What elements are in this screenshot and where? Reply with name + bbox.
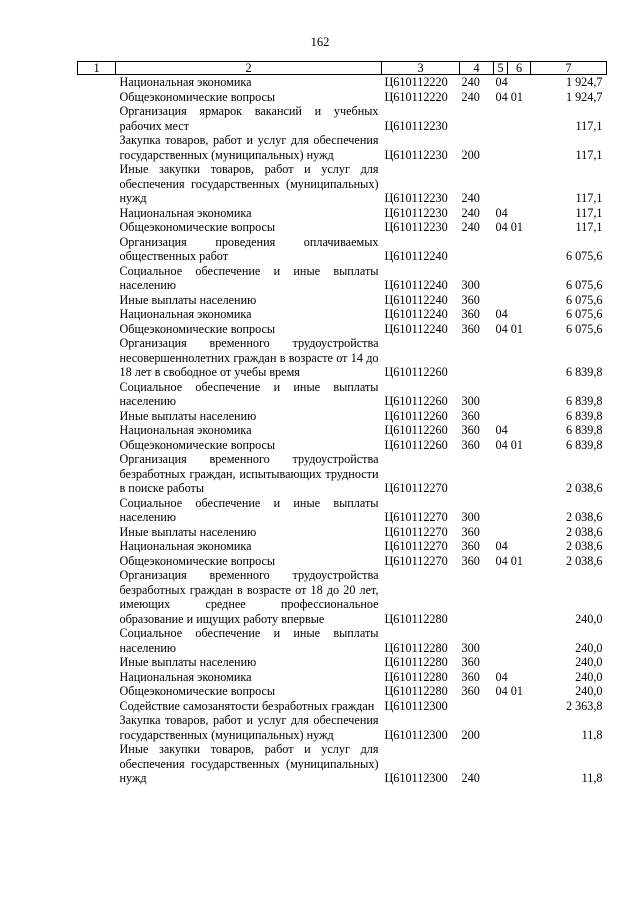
row-name-text: Иные выплаты населению <box>119 408 257 423</box>
cell-vr: 300 <box>461 278 480 292</box>
table-row <box>78 452 607 496</box>
cell-rz-pr <box>494 293 531 308</box>
table-row <box>78 713 607 742</box>
row-name-text: Национальная экономика <box>119 539 252 553</box>
cell-code: Ц610112240 <box>384 321 448 336</box>
cell-vr <box>460 568 494 626</box>
cell-number <box>78 206 116 221</box>
cell-vr: 360 <box>461 669 480 684</box>
cell-sum: 11,8 <box>581 727 603 742</box>
table-row <box>78 162 607 206</box>
header-col-3: 3 <box>382 62 460 75</box>
cell-sum: 6 075,6 <box>565 307 603 321</box>
cell-number <box>78 75 116 90</box>
budget-table <box>77 61 607 786</box>
cell-sum: 6 075,6 <box>565 278 603 292</box>
header-col-5: 5 <box>494 62 508 75</box>
cell-code: Ц610112260 <box>384 408 448 423</box>
cell-sum: 1 924,7 <box>565 89 603 104</box>
cell-sum: 117,1 <box>575 118 603 133</box>
cell-number <box>78 423 116 438</box>
cell-sum: 6 075,6 <box>565 292 603 307</box>
row-name-text: Закупка товаров, работ и услуг для обеспечения государственных (муниципальных) нужд <box>119 713 379 742</box>
cell-name <box>116 307 382 322</box>
cell-number <box>78 742 116 786</box>
row-name-text: Содействие самозанятости безработных граждан <box>119 698 375 713</box>
cell-number <box>78 409 116 424</box>
row-name-text: Иные выплаты населению <box>119 292 257 307</box>
cell-code: Ц610112280 <box>384 669 448 684</box>
cell-name <box>116 539 382 554</box>
cell-vr <box>460 336 494 380</box>
cell-name <box>116 438 382 453</box>
cell-code: Ц610112240 <box>384 307 448 321</box>
row-name-text: Социальное обеспечение и иные выплаты населению <box>119 626 379 655</box>
cell-vr: 360 <box>461 437 480 452</box>
cell-vr <box>460 452 494 496</box>
row-name-text: Общеэкономические вопросы <box>119 321 276 336</box>
cell-rz-pr <box>494 235 531 264</box>
cell-vr: 240 <box>461 220 480 234</box>
cell-code: Ц610112230 <box>384 147 448 162</box>
table-row <box>78 670 607 685</box>
cell-vr: 360 <box>461 408 480 423</box>
cell-code: Ц610112240 <box>384 292 448 307</box>
table-row <box>78 322 607 337</box>
table-row <box>78 554 607 569</box>
cell-code: Ц610112280 <box>384 655 448 669</box>
cell-name <box>116 742 382 786</box>
row-name-text: Общеэкономические вопросы <box>119 89 276 104</box>
cell-code: Ц610112260 <box>384 423 448 437</box>
cell-vr: 240 <box>461 771 480 785</box>
cell-name <box>116 322 382 337</box>
table-row <box>78 104 607 133</box>
cell-number <box>78 307 116 322</box>
cell-code: Ц610112230 <box>384 205 448 220</box>
header-col-6: 6 <box>508 62 531 75</box>
cell-name <box>116 655 382 670</box>
cell-vr: 200 <box>461 147 480 162</box>
cell-code: Ц610112300 <box>384 771 448 785</box>
cell-rz-pr <box>494 655 531 670</box>
cell-sum: 1 924,7 <box>565 75 603 89</box>
cell-vr: 300 <box>461 510 480 524</box>
cell-vr: 360 <box>461 524 480 539</box>
cell-number <box>78 525 116 540</box>
row-name-text: Национальная экономика <box>119 307 252 321</box>
cell-sum: 117,1 <box>575 147 603 162</box>
cell-number <box>78 90 116 105</box>
cell-rz-pr <box>494 336 531 380</box>
table-header-row <box>78 62 607 75</box>
row-name-text: Общеэкономические вопросы <box>119 437 276 452</box>
cell-rz-pr: 04 01 <box>495 321 523 336</box>
row-name-text: Иные закупки товаров, работ и услуг для обеспечения государственных (муниципальных) нужд <box>119 162 379 205</box>
table-row <box>78 409 607 424</box>
cell-code: Ц610112240 <box>384 249 448 263</box>
cell-sum: 6 839,8 <box>565 365 603 379</box>
row-name-text: Национальная экономика <box>119 205 252 220</box>
cell-number <box>78 539 116 554</box>
cell-vr: 240 <box>461 75 480 89</box>
cell-rz-pr: 04 01 <box>495 684 523 698</box>
cell-name <box>116 206 382 221</box>
table-row <box>78 699 607 714</box>
header-col-7: 7 <box>531 62 607 75</box>
cell-rz-pr <box>494 264 531 293</box>
cell-rz-pr: 04 01 <box>495 89 523 104</box>
cell-code: Ц610112220 <box>384 75 448 89</box>
cell-number <box>78 104 116 133</box>
table-row <box>78 90 607 105</box>
table-row <box>78 684 607 699</box>
table-row <box>78 626 607 655</box>
row-name-text: Организация временного трудоустройства безработных граждан в возрасте от 18 до 20 лет, имеющих среднее профессиональное образование и ищущих работу впервые <box>119 568 379 626</box>
cell-rz-pr: 04 <box>495 307 508 321</box>
cell-number <box>78 626 116 655</box>
cell-code: Ц610112220 <box>384 89 448 104</box>
cell-name <box>116 670 382 685</box>
cell-sum: 2 038,6 <box>565 524 603 539</box>
cell-name <box>116 496 382 525</box>
cell-sum: 6 075,6 <box>565 321 603 336</box>
table-row <box>78 336 607 380</box>
header-col-4: 4 <box>460 62 494 75</box>
cell-rz-pr <box>494 133 531 162</box>
cell-number <box>78 336 116 380</box>
cell-name <box>116 293 382 308</box>
cell-rz-pr: 04 <box>495 75 508 89</box>
cell-name <box>116 699 382 714</box>
cell-sum: 240,0 <box>575 669 603 684</box>
table-row <box>78 742 607 786</box>
cell-sum: 240,0 <box>575 684 603 698</box>
cell-sum: 2 038,6 <box>565 481 603 495</box>
row-name-text: Общеэкономические вопросы <box>119 684 276 698</box>
cell-number <box>78 699 116 714</box>
cell-number <box>78 293 116 308</box>
cell-code: Ц610112300 <box>384 698 448 713</box>
row-name-text: Организация ярмарок вакансий и учебных рабочих мест <box>119 104 379 133</box>
cell-vr <box>460 104 494 133</box>
table-row <box>78 380 607 409</box>
cell-sum: 117,1 <box>575 205 603 220</box>
cell-name <box>116 75 382 90</box>
cell-code: Ц610112270 <box>384 510 448 524</box>
cell-name <box>116 133 382 162</box>
cell-vr <box>460 235 494 264</box>
cell-number <box>78 568 116 626</box>
cell-sum: 2 038,6 <box>565 510 603 524</box>
cell-vr <box>460 699 494 714</box>
cell-rz-pr <box>494 568 531 626</box>
cell-vr: 360 <box>461 307 480 321</box>
cell-sum: 240,0 <box>575 611 603 626</box>
cell-name <box>116 452 382 496</box>
row-name-text: Организация проведения оплачиваемых общественных работ <box>119 234 379 263</box>
cell-sum: 6 839,8 <box>565 437 603 452</box>
cell-vr: 360 <box>461 655 480 669</box>
cell-vr: 360 <box>461 321 480 336</box>
cell-code: Ц610112260 <box>384 394 448 408</box>
cell-vr: 240 <box>461 205 480 220</box>
cell-sum: 240,0 <box>575 655 603 669</box>
cell-sum: 2 038,6 <box>565 553 603 568</box>
cell-number <box>78 220 116 235</box>
cell-rz-pr <box>494 525 531 540</box>
cell-code: Ц610112260 <box>384 365 448 379</box>
cell-sum: 117,1 <box>575 220 603 234</box>
cell-number <box>78 133 116 162</box>
cell-code: Ц610112280 <box>384 640 448 655</box>
cell-code: Ц610112270 <box>384 553 448 568</box>
cell-number <box>78 713 116 742</box>
cell-sum: 2 363,8 <box>565 698 603 713</box>
table-row <box>78 133 607 162</box>
table-body <box>78 75 607 786</box>
cell-sum: 6 839,8 <box>565 423 603 437</box>
cell-code: Ц610112230 <box>384 191 448 205</box>
table-row <box>78 496 607 525</box>
cell-sum: 6 839,8 <box>565 408 603 423</box>
cell-vr: 360 <box>461 539 480 553</box>
cell-number <box>78 264 116 293</box>
cell-code: Ц610112280 <box>384 684 448 698</box>
cell-sum: 6 075,6 <box>565 249 603 263</box>
table-row <box>78 525 607 540</box>
cell-rz-pr: 04 <box>495 205 508 220</box>
cell-rz-pr: 04 <box>495 423 508 437</box>
cell-name <box>116 264 382 293</box>
table-row <box>78 264 607 293</box>
cell-sum: 2 038,6 <box>565 539 603 553</box>
row-name-text: Организация временного трудоустройства безработных граждан, испытывающих трудности в поиске работы <box>119 452 379 495</box>
cell-rz-pr <box>494 409 531 424</box>
row-name-text: Общеэкономические вопросы <box>119 553 276 568</box>
cell-rz-pr <box>494 452 531 496</box>
cell-name <box>116 409 382 424</box>
cell-sum: 11,8 <box>581 771 603 785</box>
row-name-text: Социальное обеспечение и иные выплаты населению <box>119 379 379 408</box>
row-name-text: Социальное обеспечение и иные выплаты населению <box>119 263 379 292</box>
cell-code: Ц610112270 <box>384 481 448 495</box>
cell-rz-pr <box>494 496 531 525</box>
cell-rz-pr <box>494 742 531 786</box>
cell-rz-pr <box>494 713 531 742</box>
cell-code: Ц610112230 <box>384 220 448 234</box>
cell-number <box>78 670 116 685</box>
cell-name <box>116 626 382 655</box>
cell-name <box>116 568 382 626</box>
cell-code: Ц610112280 <box>384 611 448 626</box>
cell-vr: 360 <box>461 553 480 568</box>
cell-vr: 360 <box>461 292 480 307</box>
cell-rz-pr: 04 01 <box>495 220 523 234</box>
cell-number <box>78 438 116 453</box>
page-number: 162 <box>310 35 330 49</box>
row-name-text: Иные закупки товаров, работ и услуг для обеспечения государственных (муниципальных) нужд <box>119 742 379 785</box>
header-col-2: 2 <box>116 62 382 75</box>
cell-rz-pr <box>494 380 531 409</box>
cell-vr: 300 <box>461 394 480 408</box>
cell-rz-pr <box>494 699 531 714</box>
cell-name <box>116 554 382 569</box>
row-name-text: Иные выплаты населению <box>119 655 257 669</box>
cell-sum: 117,1 <box>575 191 603 205</box>
cell-code: Ц610112300 <box>384 727 448 742</box>
table-row <box>78 293 607 308</box>
row-name-text: Закупка товаров, работ и услуг для обеспечения государственных (муниципальных) нужд <box>119 133 379 162</box>
cell-name <box>116 423 382 438</box>
cell-rz-pr <box>494 104 531 133</box>
cell-vr: 360 <box>461 423 480 437</box>
cell-rz-pr: 04 <box>495 669 508 684</box>
row-name-text: Национальная экономика <box>119 75 252 89</box>
cell-code: Ц610112260 <box>384 437 448 452</box>
cell-sum: 240,0 <box>575 640 603 655</box>
cell-number <box>78 452 116 496</box>
row-name-text: Организация временного трудоустройства несовершеннолетних граждан в возрасте от 14 до 18 лет в свободное от учебы время <box>119 336 379 379</box>
cell-code: Ц610112240 <box>384 278 448 292</box>
row-name-text: Национальная экономика <box>119 423 252 437</box>
cell-vr: 360 <box>461 684 480 698</box>
cell-name <box>116 525 382 540</box>
table-row <box>78 539 607 554</box>
row-name-text: Национальная экономика <box>119 669 252 684</box>
cell-name <box>116 380 382 409</box>
header-col-1: 1 <box>78 62 116 75</box>
cell-code: Ц610112230 <box>384 118 448 133</box>
cell-code: Ц610112270 <box>384 524 448 539</box>
table-row <box>78 75 607 90</box>
table-row <box>78 307 607 322</box>
table-row <box>78 423 607 438</box>
table-row <box>78 655 607 670</box>
cell-vr: 240 <box>461 89 480 104</box>
cell-rz-pr: 04 01 <box>495 437 523 452</box>
cell-number <box>78 235 116 264</box>
cell-rz-pr: 04 <box>495 539 508 553</box>
cell-number <box>78 684 116 699</box>
row-name-text: Общеэкономические вопросы <box>119 220 276 234</box>
table-row <box>78 220 607 235</box>
cell-name <box>116 684 382 699</box>
cell-number <box>78 496 116 525</box>
cell-rz-pr <box>494 162 531 206</box>
cell-name <box>116 336 382 380</box>
cell-name <box>116 220 382 235</box>
cell-number <box>78 380 116 409</box>
cell-name <box>116 713 382 742</box>
cell-rz-pr: 04 01 <box>495 553 523 568</box>
cell-name <box>116 90 382 105</box>
table-row <box>78 568 607 626</box>
row-name-text: Социальное обеспечение и иные выплаты населению <box>119 495 379 524</box>
table-row <box>78 235 607 264</box>
table-row <box>78 438 607 453</box>
cell-name <box>116 235 382 264</box>
cell-number <box>78 322 116 337</box>
cell-vr: 300 <box>461 640 480 655</box>
cell-name <box>116 162 382 206</box>
cell-number <box>78 655 116 670</box>
cell-code: Ц610112270 <box>384 539 448 553</box>
cell-rz-pr <box>494 626 531 655</box>
cell-vr: 240 <box>461 191 480 205</box>
cell-vr: 200 <box>461 727 480 742</box>
table-row <box>78 206 607 221</box>
cell-sum: 6 839,8 <box>565 394 603 408</box>
row-name-text: Иные выплаты населению <box>119 524 257 539</box>
cell-number <box>78 162 116 206</box>
cell-number <box>78 554 116 569</box>
cell-name <box>116 104 382 133</box>
